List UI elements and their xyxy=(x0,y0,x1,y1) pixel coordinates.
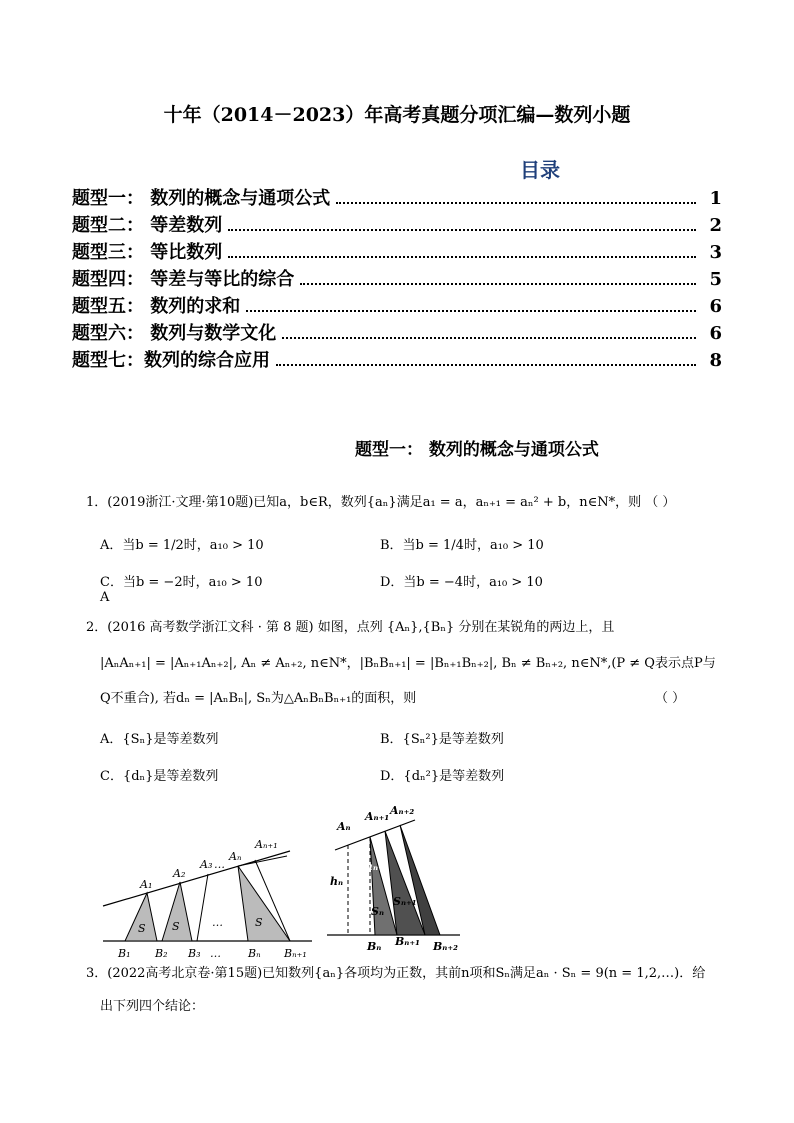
upper-ray xyxy=(103,851,290,906)
toc-item-label: 题型一： 数列的概念与通项公式 xyxy=(72,188,331,209)
q2-option-c: C．{dₙ}是等差数列 xyxy=(100,769,219,784)
label-bn1: Bₙ₊₁ xyxy=(284,947,307,960)
q1-option-b: B．当b = 1/4时，a₁₀ > 10 xyxy=(380,538,544,553)
toc-dot-leader xyxy=(228,215,696,231)
toc-item[interactable] xyxy=(72,319,722,346)
toc-item[interactable] xyxy=(72,211,722,238)
figure-point-sequences xyxy=(100,836,315,961)
q2-option-b: B．{Sₙ²}是等差数列 xyxy=(380,732,504,747)
toc-item-page: 6 xyxy=(709,323,722,344)
label-sn1: Sₙ₊₁ xyxy=(393,895,417,908)
label-sn: Sₙ xyxy=(371,905,384,918)
toc-dot-leader xyxy=(246,296,696,312)
q1-option-a: A．当b = 1/2时，a₁₀ > 10 xyxy=(100,538,264,553)
toc-item-label: 题型三： 等比数列 xyxy=(72,242,223,263)
label-hn1: hₙ₊₁ xyxy=(365,860,389,873)
toc-item-label: 题型五： 数列的求和 xyxy=(72,296,241,317)
q3-stem-line2: 出下列四个结论： xyxy=(100,999,205,1014)
toc-dot-leader xyxy=(228,242,696,258)
triangle-n xyxy=(238,866,290,941)
toc-item-label: 题型二： 等差数列 xyxy=(72,215,223,236)
q2-stem-line3: Q不重合), 若dₙ = |AₙBₙ|, Sₙ为△AₙBₙBₙ₊₁的面积，则 xyxy=(100,691,417,706)
q3-stem-line1: 3．(2022高考北京卷·第15题)已知数列{aₙ}各项均为正数，其前n项和Sₙ满足aₙ · Sₙ = 9(n = 1,2,…)．给 xyxy=(86,966,706,981)
label-a1: A₁ xyxy=(140,878,153,891)
toc-dot-leader xyxy=(336,188,696,204)
toc-item-page: 3 xyxy=(709,242,722,263)
label-s-ellipsis: … xyxy=(212,916,223,929)
toc-item[interactable] xyxy=(72,292,722,319)
toc-item-page: 5 xyxy=(709,269,722,290)
section-heading: 题型一： 数列的概念与通项公式 xyxy=(355,440,599,460)
label-b1: B₁ xyxy=(118,947,131,960)
q1-option-c: C．当b = −2时，a₁₀ > 10 xyxy=(100,575,263,590)
toc-item[interactable] xyxy=(72,238,722,265)
q1-stem: 1．(2019浙江·文理·第10题)已知a，b∈R，数列{aₙ}满足a₁ = a，aₙ₊₁ = aₙ² + b，n∈N*，则 （ ） xyxy=(86,495,676,510)
document-title: 十年（2014－2023）年高考真题分项汇编—数列小题 xyxy=(163,104,631,126)
label-an1: Aₙ₊₁ xyxy=(365,810,390,823)
label-an: Aₙ xyxy=(229,850,242,863)
toc-dot-leader xyxy=(282,323,696,339)
label-bn: Bₙ xyxy=(248,947,261,960)
label-bn: Bₙ xyxy=(367,940,382,953)
label-hn: hₙ xyxy=(330,875,344,888)
label-a3: A₃ xyxy=(200,858,213,871)
toc-item-page: 6 xyxy=(709,296,722,317)
label-a2: A₂ xyxy=(173,867,186,880)
q2-option-a: A．{Sₙ}是等差数列 xyxy=(100,732,219,747)
segment-an xyxy=(238,856,287,866)
q2-stem-line1: 2．(2016 高考数学浙江文科 · 第 8 题) 如图，点列 {Aₙ},{Bₙ} 分别在某锐角的两边上，且 xyxy=(86,620,615,635)
label-an1: Aₙ₊₁ xyxy=(255,838,278,851)
label-a-ellipsis: … xyxy=(214,858,225,871)
q1-option-d: D．当b = −4时，a₁₀ > 10 xyxy=(380,575,543,590)
toc-item[interactable] xyxy=(72,265,722,292)
toc-item-page: 1 xyxy=(709,188,722,209)
label-b-ellipsis: … xyxy=(210,947,221,960)
label-b2: B₂ xyxy=(155,947,168,960)
q2-answer-paren: （ ） xyxy=(655,691,686,706)
label-bn2: Bₙ₊₂ xyxy=(433,940,458,953)
label-an: Aₙ xyxy=(337,820,351,833)
toc-item[interactable] xyxy=(72,184,722,211)
toc-dot-leader xyxy=(276,350,696,366)
label-s1: S xyxy=(138,922,146,935)
toc-heading: 目录 xyxy=(520,158,560,182)
q2-stem-line2: |AₙAₙ₊₁| = |Aₙ₊₁Aₙ₊₂|, Aₙ ≠ Aₙ₊₂, n∈N*，|BₙBₙ₊₁| = |Bₙ₊₁Bₙ₊₂|, Bₙ ≠ Bₙ₊₂, n∈N*,(P ≠ Q表示点P与 xyxy=(100,656,716,671)
toc-item-label: 题型六： 数列与数学文化 xyxy=(72,323,277,344)
q2-option-d: D．{dₙ²}是等差数列 xyxy=(380,769,505,784)
table-of-contents xyxy=(72,184,722,373)
segment-a3b3 xyxy=(197,874,208,941)
toc-item-label: 题型四： 等差与等比的综合 xyxy=(72,269,295,290)
label-bn1: Bₙ₊₁ xyxy=(395,935,420,948)
label-an2: Aₙ₊₂ xyxy=(390,804,415,817)
q1-answer: A xyxy=(100,590,110,605)
label-s2: S xyxy=(172,920,180,933)
toc-item[interactable] xyxy=(72,346,722,373)
label-sn: S xyxy=(255,916,263,929)
toc-item-page: 2 xyxy=(709,215,722,236)
toc-item-page: 8 xyxy=(709,350,722,371)
toc-item-label: 题型七：数列的综合应用 xyxy=(72,350,270,371)
label-b3: B₃ xyxy=(188,947,201,960)
figure-triangle-heights xyxy=(325,800,465,955)
toc-dot-leader xyxy=(300,269,696,285)
